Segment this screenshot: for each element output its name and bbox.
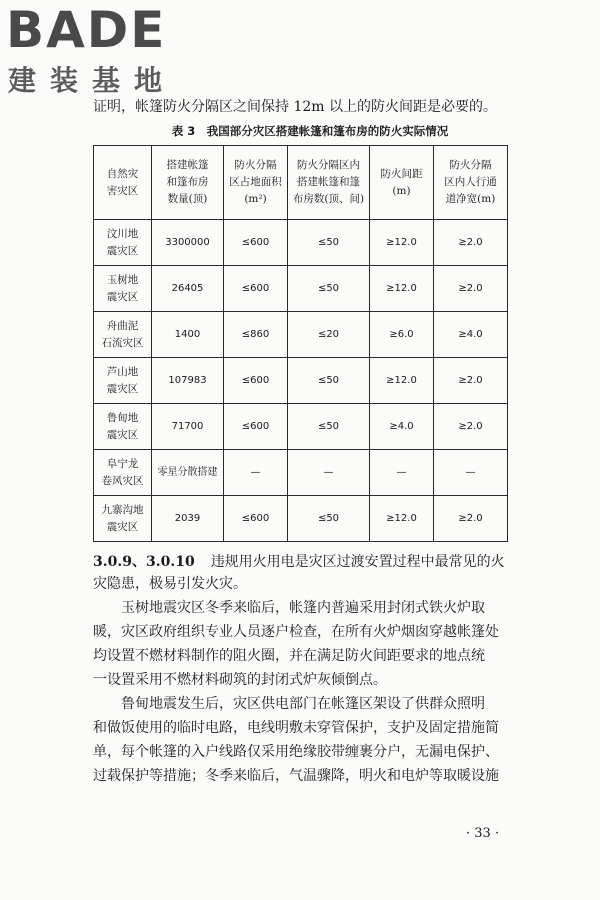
cell-zone-area: — (224, 450, 288, 496)
cell-fire-distance: ≥12.0 (370, 266, 434, 312)
cell-disaster-area: 阜宁龙 卷风灾区 (94, 450, 152, 496)
table-row (94, 266, 508, 312)
cell-tents-per-zone: ≤50 (288, 266, 370, 312)
cell-tent-count: 26405 (152, 266, 224, 312)
paragraph-yushu-line: 一设置采用不燃材料砌筑的封闭式炉灰倾倒点。 (93, 672, 387, 688)
cell-fire-distance: — (370, 450, 434, 496)
cell-tent-count: 3300000 (152, 220, 224, 266)
header-cell: 防火分隔 区内人行通 道净宽(m) (434, 146, 508, 220)
section-text-line-1: 违规用火用电是灾区过渡安置过程中最常见的火 (210, 554, 505, 570)
page-number: · 33 · (466, 826, 500, 841)
cell-zone-area: ≤600 (224, 496, 288, 542)
cell-tent-count: 2039 (152, 496, 224, 542)
table-caption: 表 3 我国部分灾区搭建帐篷和篷布房的防火实际情况 (171, 124, 449, 138)
intro-line: 证明，帐篷防火分隔区之间保持 12m 以上的防火间距是必要的。 (93, 99, 497, 115)
table-row (94, 358, 508, 404)
cell-zone-area: ≤600 (224, 358, 288, 404)
cell-zone-area: ≤600 (224, 220, 288, 266)
cell-aisle-width: ≥2.0 (434, 220, 508, 266)
fire-prevention-table (93, 145, 508, 542)
cell-aisle-width: ≥2.0 (434, 496, 508, 542)
cell-tents-per-zone: ≤50 (288, 358, 370, 404)
cell-aisle-width: — (434, 450, 508, 496)
cell-tent-count: 71700 (152, 404, 224, 450)
cell-disaster-area: 舟曲泥 石流灾区 (94, 312, 152, 358)
cell-tents-per-zone: ≤50 (288, 220, 370, 266)
table-header-row (94, 146, 508, 220)
cell-fire-distance: ≥4.0 (370, 404, 434, 450)
cell-disaster-area: 汶川地 震灾区 (94, 220, 152, 266)
header-cell: 防火间距 (m) (370, 146, 434, 220)
section-number: 3.0.9、3.0.10 (93, 554, 195, 570)
cell-aisle-width: ≥4.0 (434, 312, 508, 358)
section-heading-line-1 (93, 553, 505, 571)
cell-tents-per-zone: ≤20 (288, 312, 370, 358)
table-row (94, 312, 508, 358)
cell-tents-per-zone: — (288, 450, 370, 496)
paragraph-ludian-line: 鲁甸地震发生后，灾区供电部门在帐篷区架设了供群众照明 (121, 696, 485, 712)
cell-fire-distance: ≥6.0 (370, 312, 434, 358)
cell-fire-distance: ≥12.0 (370, 220, 434, 266)
cell-disaster-area: 鲁甸地 震灾区 (94, 404, 152, 450)
header-cell: 自然灾 害灾区 (94, 146, 152, 220)
cell-tent-count: 1400 (152, 312, 224, 358)
paragraph-ludian-line: 单，每个帐篷的入户线路仅采用绝缘胶带缠裹分户，无漏电保护、 (93, 744, 499, 760)
cell-zone-area: ≤600 (224, 266, 288, 312)
cell-disaster-area: 九寨沟地 震灾区 (94, 496, 152, 542)
cell-zone-area: ≤860 (224, 312, 288, 358)
cell-fire-distance: ≥12.0 (370, 358, 434, 404)
header-cell: 搭建帐篷 和篷布房 数量(顶) (152, 146, 224, 220)
cell-aisle-width: ≥2.0 (434, 358, 508, 404)
cell-tents-per-zone: ≤50 (288, 496, 370, 542)
logo-chinese-name: 建装基地 (8, 64, 177, 97)
cell-tent-count: 107983 (152, 358, 224, 404)
paragraph-yushu-line: 暖，灾区政府组织专业人员逐户检查，在所有火炉烟囱穿越帐篷处 (93, 624, 499, 640)
cell-aisle-width: ≥2.0 (434, 266, 508, 312)
cell-aisle-width: ≥2.0 (434, 404, 508, 450)
table-row (94, 496, 508, 542)
logo-wordmark: BADE (6, 1, 167, 59)
header-cell: 防火分隔 区占地面积 (m²) (224, 146, 288, 220)
cell-disaster-area: 芦山地 震灾区 (94, 358, 152, 404)
section-text-line-2: 灾隐患，极易引发火灾。 (93, 576, 247, 592)
paragraph-ludian-line: 和做饭使用的临时电路，电线明敷未穿管保护，支护及固定措施简 (93, 720, 499, 736)
paragraph-yushu-line: 玉树地震灾区冬季来临后，帐篷内普遍采用封闭式铁火炉取 (121, 600, 485, 616)
table-row (94, 220, 508, 266)
cell-fire-distance: ≥12.0 (370, 496, 434, 542)
cell-tents-per-zone: ≤50 (288, 404, 370, 450)
header-cell: 防火分隔区内 搭建帐篷和篷 布房数(顶、间) (288, 146, 370, 220)
cell-zone-area: ≤600 (224, 404, 288, 450)
paragraph-ludian-line: 过载保护等措施；冬季来临后，气温骤降，明火和电炉等取暖设施 (93, 768, 499, 784)
paragraph-yushu-line: 均设置不燃材料制作的阻火圈，并在满足防火间距要求的地点统 (93, 648, 485, 664)
table-row (94, 450, 508, 496)
cell-disaster-area: 玉树地 震灾区 (94, 266, 152, 312)
logo (6, 1, 182, 100)
cell-tent-count: 零星分散搭建 (152, 450, 224, 496)
table-row (94, 404, 508, 450)
